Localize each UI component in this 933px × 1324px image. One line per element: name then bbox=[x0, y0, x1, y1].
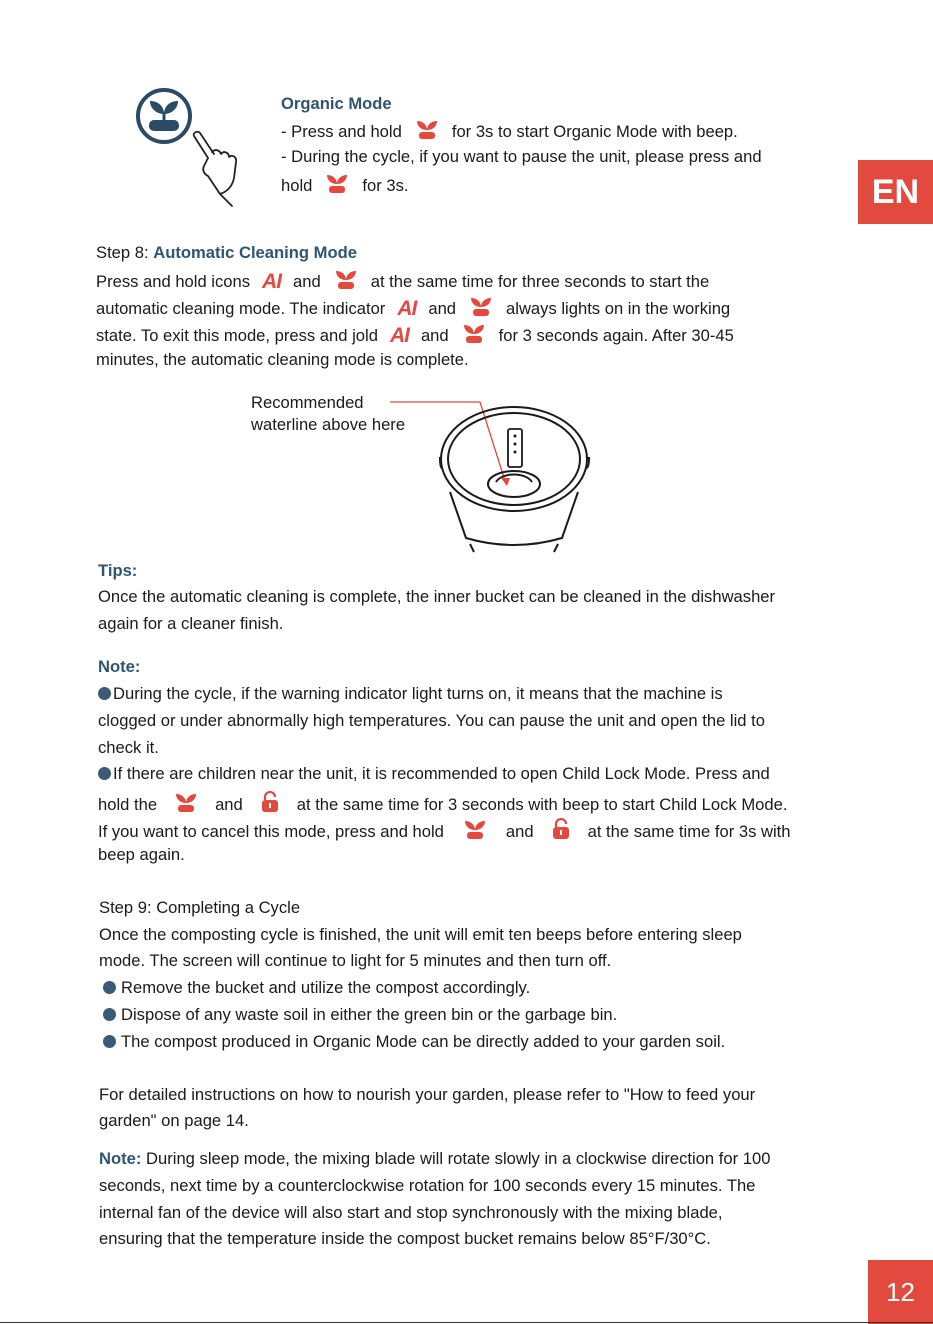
step8-line-1a: Press and hold icons bbox=[96, 272, 251, 291]
step8-line-2b: and bbox=[428, 299, 457, 318]
sprout-icon bbox=[335, 270, 357, 290]
step8-line-2 bbox=[96, 297, 730, 319]
step9-line-2: mode. The screen will continue to light for 5 minutes and then turn off. bbox=[99, 951, 612, 970]
note2-line-4: ensuring that the temperature inside the compost bucket remains below 85°F/30°C. bbox=[99, 1229, 711, 1248]
tips-line-2: again for a cleaner finish. bbox=[98, 614, 284, 633]
step8-line-1b: and bbox=[293, 272, 321, 291]
tips-title: Tips: bbox=[98, 561, 138, 580]
step8-label: Step 8: bbox=[96, 243, 149, 262]
hand-press-icon bbox=[194, 132, 237, 206]
step8-line-3c: for 3 seconds again. After 30-45 bbox=[498, 326, 734, 345]
sprout-icon bbox=[463, 324, 485, 344]
note1-bullet1-line-2: clogged or under abnormally high temperatures. You can pause the unit and open the lid to bbox=[98, 711, 765, 730]
note1-title: Note: bbox=[98, 657, 141, 676]
note2-line-1-text: During sleep mode, the mixing blade will rotate slowly in a clockwise direction for 100 bbox=[146, 1149, 771, 1168]
page-number bbox=[868, 1260, 933, 1324]
note2-line-1 bbox=[99, 1149, 770, 1169]
note1-bullet2-line-2 bbox=[98, 791, 787, 815]
sprout-button-icon bbox=[138, 90, 190, 142]
callout-text-2: waterline above here bbox=[251, 415, 406, 434]
note1-bullet2-line-4: beep again. bbox=[98, 845, 185, 864]
bottom-rule bbox=[0, 1322, 933, 1323]
organic-line-1 bbox=[281, 120, 738, 142]
step8-line-3a: state. To exit this mode, press and jold bbox=[96, 326, 378, 345]
sprout-icon bbox=[416, 120, 438, 140]
organic-line-2: - During the cycle, if you want to pause the unit, please press and bbox=[281, 147, 762, 166]
step9-line-1: Once the composting cycle is finished, the unit will emit ten beeps before entering sleep bbox=[99, 925, 742, 944]
step9-title: Step 9: Completing a Cycle bbox=[99, 898, 301, 917]
note1-bullet1-text: During the cycle, if the warning indicator light turns on, it means that the machine is bbox=[113, 684, 723, 703]
step8-line-3 bbox=[96, 324, 734, 346]
step9-bullet-3 bbox=[103, 1032, 725, 1052]
step8-heading bbox=[96, 243, 357, 263]
garden-line-2: garden" on page 14. bbox=[99, 1111, 249, 1130]
sprout-icon bbox=[326, 174, 348, 194]
step8-line-2a: automatic cleaning mode. The indicator bbox=[96, 299, 386, 318]
note1-bullet1-line-1 bbox=[98, 684, 723, 704]
note1-b2-line-2a: hold the bbox=[98, 795, 158, 814]
note1-bullet2-line-1 bbox=[98, 764, 770, 784]
sprout-icon bbox=[470, 297, 492, 317]
ai-icon: AI bbox=[389, 324, 409, 347]
organic-line-3b: for 3s. bbox=[362, 176, 409, 195]
step8-line-1 bbox=[96, 270, 709, 292]
note1-b2-line-3a: If you want to cancel this mode, press and hold bbox=[98, 822, 444, 841]
bullet-dot bbox=[98, 767, 111, 780]
bullet-dot bbox=[98, 687, 111, 700]
organic-mode-title: Organic Mode bbox=[281, 94, 392, 113]
lock-icon bbox=[552, 818, 570, 840]
step8-line-2c: always lights on in the working bbox=[506, 299, 731, 318]
ai-icon: AI bbox=[262, 270, 282, 293]
bullet-dot bbox=[103, 1035, 116, 1048]
note1-bullet1-line-3: check it. bbox=[98, 738, 159, 757]
language-label: EN bbox=[871, 172, 920, 211]
step9-bullet-2 bbox=[103, 1005, 617, 1025]
bullet-dot bbox=[103, 981, 116, 994]
organic-line-3 bbox=[281, 174, 409, 196]
step8-line-3b: and bbox=[420, 326, 449, 345]
note1-b2-line-2b: and bbox=[215, 795, 243, 814]
organic-line-3a: hold bbox=[281, 176, 313, 195]
tips-line-1: Once the automatic cleaning is complete, the inner bucket can be cleaned in the dishwasher bbox=[98, 587, 776, 606]
step9-bullet-1 bbox=[103, 978, 530, 998]
note1-bullet2-line-3 bbox=[98, 818, 791, 842]
note2-title: Note: bbox=[99, 1149, 142, 1168]
ai-icon: AI bbox=[397, 297, 417, 320]
garden-line-1: For detailed instructions on how to nourish your garden, please refer to "How to feed your bbox=[99, 1085, 756, 1104]
page-number-label: 12 bbox=[886, 1276, 915, 1307]
sprout-icon bbox=[175, 793, 197, 813]
step8-line-4: minutes, the automatic cleaning mode is complete. bbox=[96, 350, 469, 369]
step8-title: Automatic Cleaning Mode bbox=[153, 243, 357, 262]
step8-line-1c: at the same time for three seconds to start the bbox=[370, 272, 710, 291]
lock-icon bbox=[261, 791, 279, 813]
organic-line-1b: for 3s to start Organic Mode with beep. bbox=[451, 122, 738, 141]
note2-line-2: seconds, next time by a counterclockwise rotation for 100 seconds every 15 minutes. The bbox=[99, 1176, 756, 1195]
organic-line-1a: - Press and hold bbox=[281, 122, 402, 141]
step9-bullet-2-text: Dispose of any waste soil in either the green bin or the garbage bin. bbox=[121, 1005, 618, 1024]
note1-b2-line-2c: at the same time for 3 seconds with beep to start Child Lock Mode. bbox=[296, 795, 788, 814]
bucket-illustration bbox=[384, 396, 600, 556]
note1-b2-line-3c: at the same time for 3s with bbox=[587, 822, 791, 841]
note2-line-3: internal fan of the device will also start and stop synchronously with the mixing blade, bbox=[99, 1203, 723, 1222]
step9-bullet-3-text: The compost produced in Organic Mode can be directly added to your garden soil. bbox=[121, 1032, 726, 1051]
callout-text-1: Recommended bbox=[251, 393, 364, 412]
organic-button-illustration bbox=[128, 88, 268, 212]
bullet-dot bbox=[103, 1008, 116, 1021]
note1-b2-line-3b: and bbox=[505, 822, 534, 841]
step9-bullet-1-text: Remove the bucket and utilize the compost accordingly. bbox=[121, 978, 531, 997]
note1-bullet2-text: If there are children near the unit, it is recommended to open Child Lock Mode. Press and bbox=[113, 764, 770, 783]
language-tab bbox=[858, 160, 933, 224]
sprout-icon bbox=[464, 820, 486, 840]
